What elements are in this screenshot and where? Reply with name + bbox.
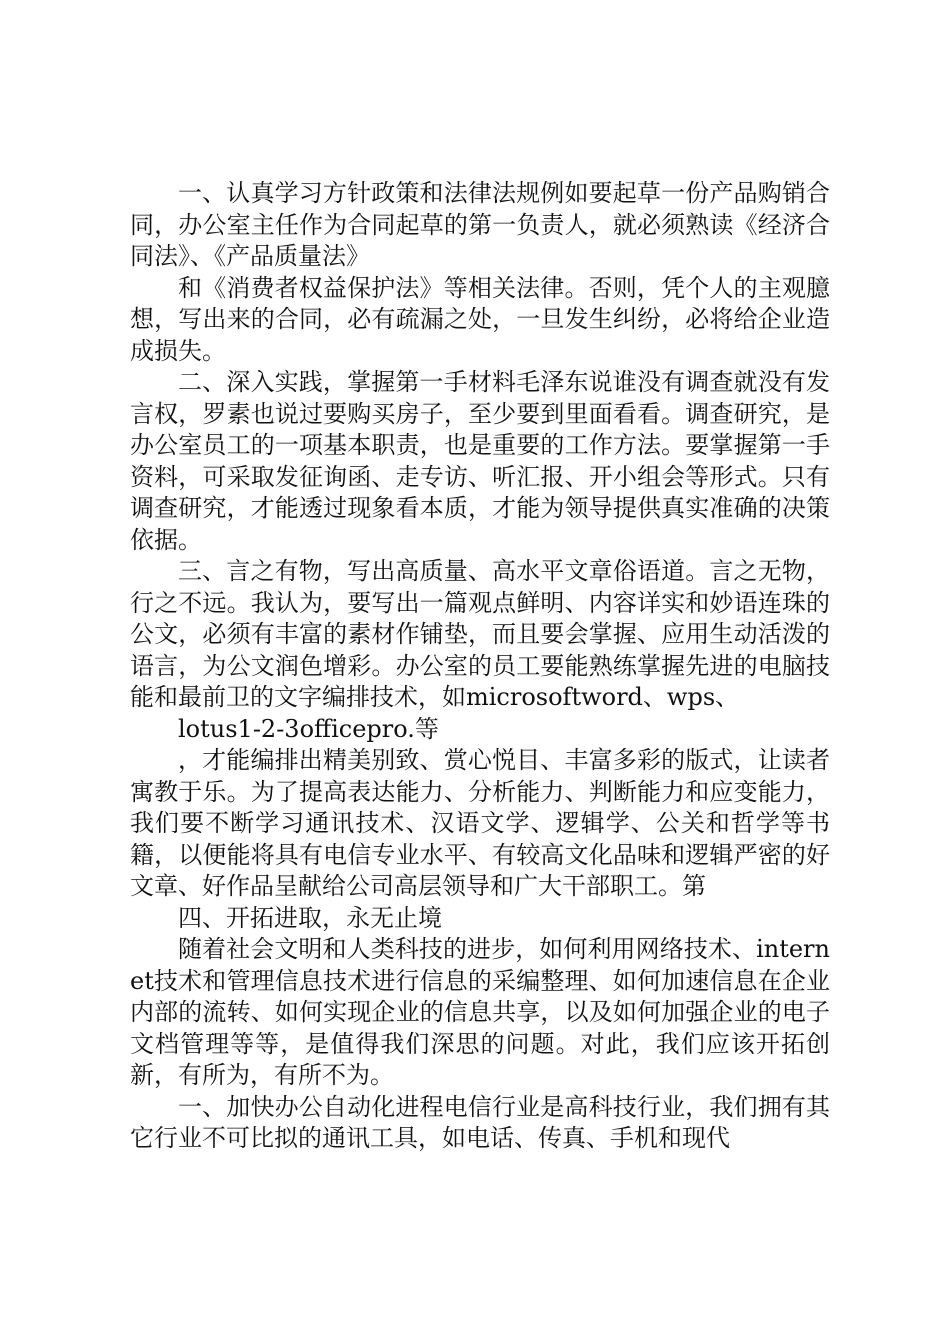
paragraph-5: lotus1-2-3officepro.等 xyxy=(178,714,439,743)
paragraph-8: 随着社会文明和人类科技的进步，如何利用网络技术、internet技术和管理信息技术进行信息的采编整理、如何加速信息在企业内部的流转、如何实现企业的信息共享，以及如何加强企业的电子文档管理等等，是值得我们深思的问题。对此，我们应该开拓创新，有所为，有所不为。 xyxy=(130,935,830,1089)
paragraph-9: 一、加快办公自动化进程电信行业是高科技行业，我们拥有其它行业不可比拟的通讯工具，如电话、传真、手机和现代 xyxy=(130,1092,830,1152)
document-body xyxy=(130,178,830,1155)
paragraph-3: 二、深入实践，掌握第一手材料毛泽东说谁没有调查就没有发言权，罗素也说过要购买房子，至少要到里面看看。调查研究，是办公室员工的一项基本职责，也是重要的工作方法。要掌握第一手资料，可采取发征询函、走专访、听汇报、开小组会等形式。只有调查研究，才能透过现象看本质，才能为领导提供真实准确的决策依据。 xyxy=(130,368,830,554)
paragraph-1: 一、认真学习方针政策和法律法规例如要起草一份产品购销合同，办公室主任作为合同起草的第一负责人，就必须熟读《经济合同法》、《产品质量法》 xyxy=(130,179,830,270)
paragraph-7: 四、开拓进取，永无止境 xyxy=(178,903,442,932)
paragraph-4: 三、言之有物，写出高质量、高水平文章俗语道。言之无物，行之不远。我认为，要写出一篇观点鲜明、内容详实和妙语连珠的公文，必须有丰富的素材作铺垫，而且要会掌握、应用生动活泼的语言，为公文润色增彩。办公室的员工要能熟练掌握先进的电脑技能和最前卫的文字编排技术，如microsoftword、wps、 xyxy=(130,557,830,711)
paragraph-2: 和《消费者权益保护法》等相关法律。否则，凭个人的主观臆想，写出来的合同，必有疏漏之处，一旦发生纠纷，必将给企业造成损失。 xyxy=(130,273,830,365)
paragraph-6: ，才能编排出精美别致、赏心悦目、丰富多彩的版式，让读者寓教于乐。为了提高表达能力、分析能力、判断能力和应变能力，我们要不断学习通讯技术、汉语文学、逻辑学、公关和哲学等书籍，以便能将具有电信专业水平、有较高文化品味和逻辑严密的好文章、好作品呈献给公司高层领导和广大干部职工。第 xyxy=(130,746,830,900)
